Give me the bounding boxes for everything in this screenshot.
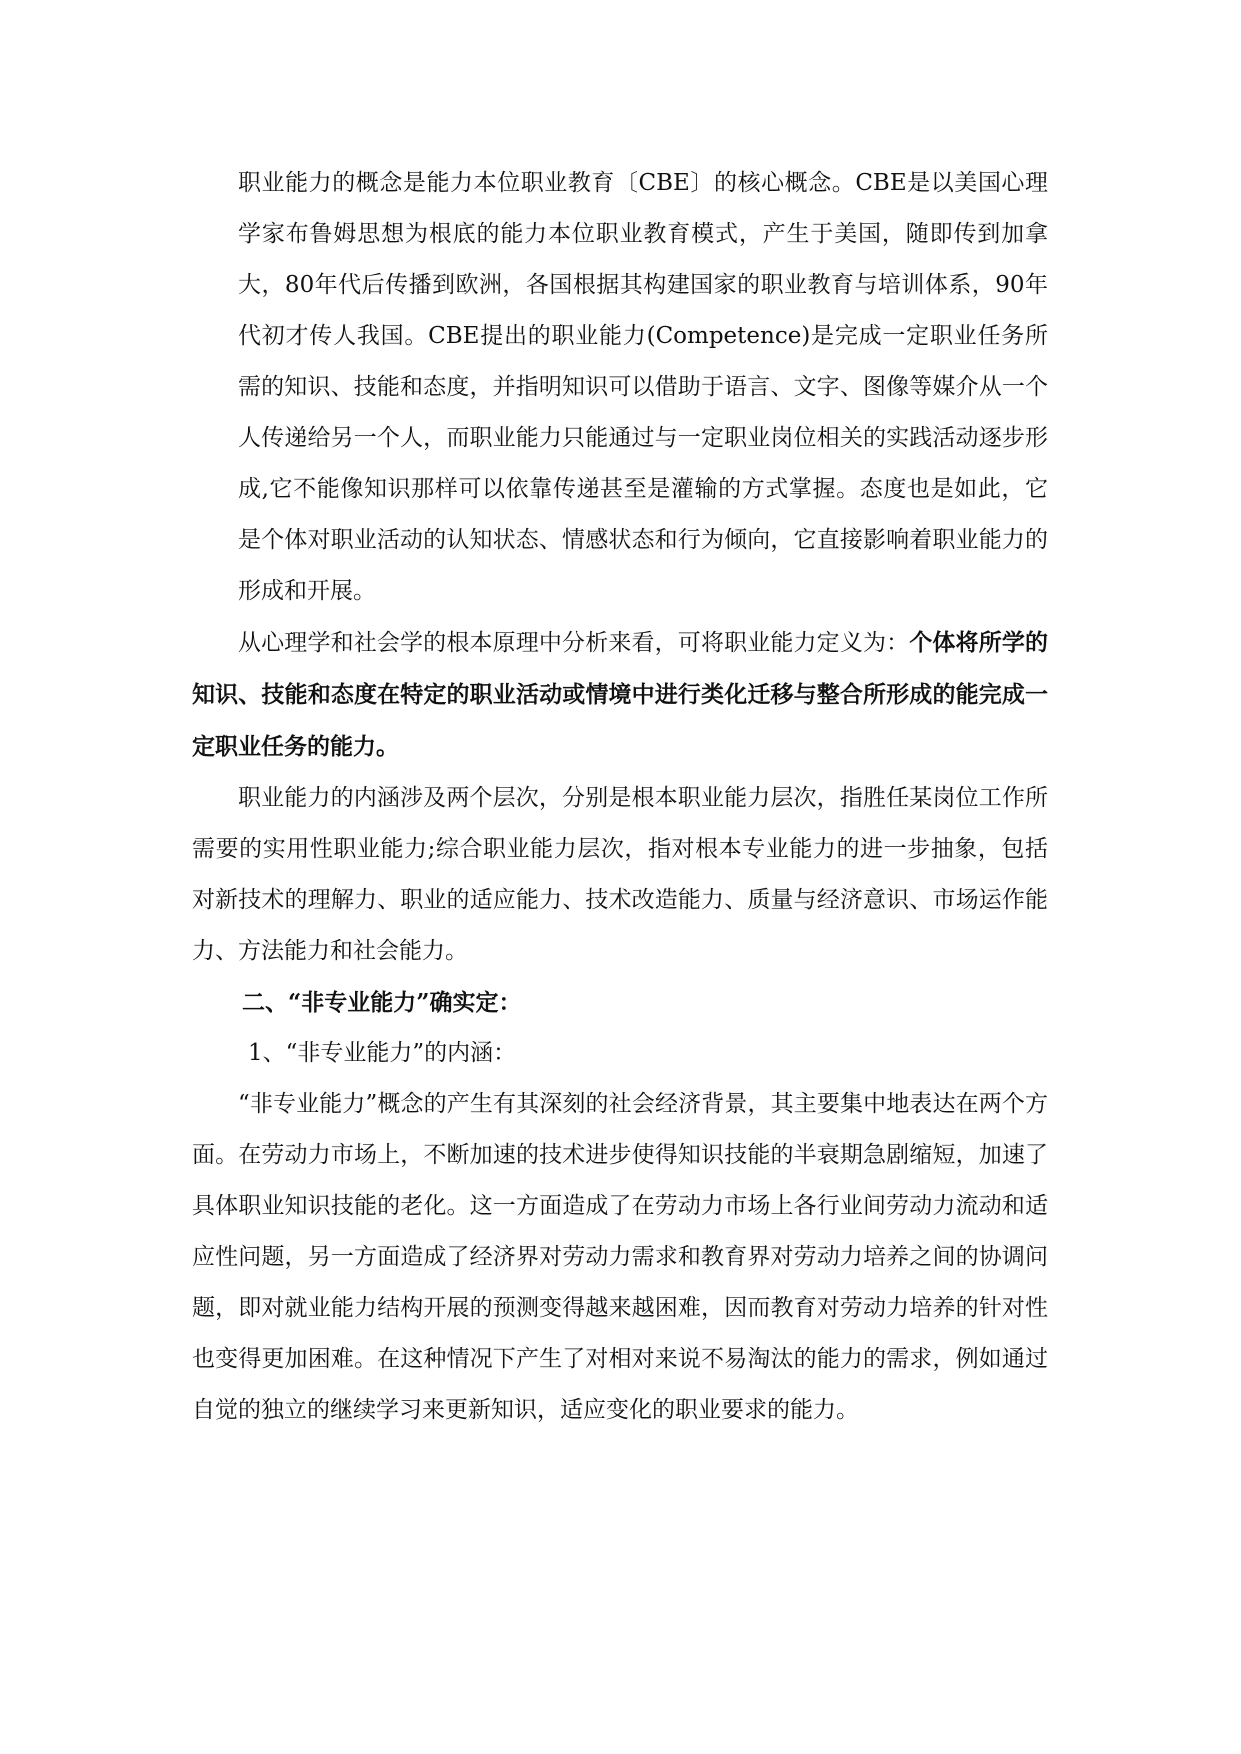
document-body	[192, 158, 1048, 1436]
paragraph-cbe-concept: 职业能力的概念是能力本位职业教育〔CBE〕的核心概念。CBE是以美国心理学家布鲁姆思想为根底的能力本位职业教育模式，产生于美国，随即传到加拿大，80年代后传播到欧洲，各国根据其构建国家的职业教育与培训体系，90年代初才传人我国。CBE提出的职业能力(Competence)是完成一定职业任务所需的知识、技能和态度，并指明知识可以借助于语言、文字、图像等媒介从一个人传递给另一个人，而职业能力只能通过与一定职业岗位相关的实践活动逐步形成,它不能像知识那样可以依靠传递甚至是灌输的方式掌握。态度也是如此，它是个体对职业活动的认知状态、情感状态和行为倾向，它直接影响着职业能力的形成和开展。	[238, 170, 1048, 604]
paragraph-non-professional-ability: “非专业能力”概念的产生有其深刻的社会经济背景，其主要集中地表达在两个方面。在劳动力市场上，不断加速的技术进步使得知识技能的半衰期急剧缩短，加速了具体职业知识技能的老化。这一方面造成了在劳动力市场上各行业间劳动力流动和适应性问题，另一方面造成了经济界对劳动力需求和教育界对劳动力培养之间的协调问题，即对就业能力结构开展的预测变得越来越困难，因而教育对劳动力培养的针对性也变得更加困难。在这种情况下产生了对相对来说不易淘汰的能力的需求，例如通过自觉的独立的继续学习来更新知识，适应变化的职业要求的能力。	[192, 1091, 1048, 1423]
paragraph-definition	[192, 617, 1048, 773]
definition-bold-text: 个体将所学的知识、技能和态度在特定的职业活动或情境中进行类化迁移与整合所形成的能完成一定职业任务的能力。	[192, 629, 1049, 760]
paragraph-connotation-levels: 职业能力的内涵涉及两个层次，分别是根本职业能力层次，指胜任某岗位工作所需要的实用性职业能力;综合职业能力层次，指对根本专业能力的进一步抽象，包括对新技术的理解力、职业的适应能力、技术改造能力、质量与经济意识、市场运作能力、方法能力和社会能力。	[192, 785, 1048, 964]
section-heading: 二、“非专业能力”确实定：	[242, 989, 522, 1016]
subsection-heading: 1、“非专业能力”的内涵：	[248, 1040, 517, 1066]
definition-lead-text: 从心理学和社会学的根本原理中分析来看，可将职业能力定义为：	[238, 630, 910, 656]
